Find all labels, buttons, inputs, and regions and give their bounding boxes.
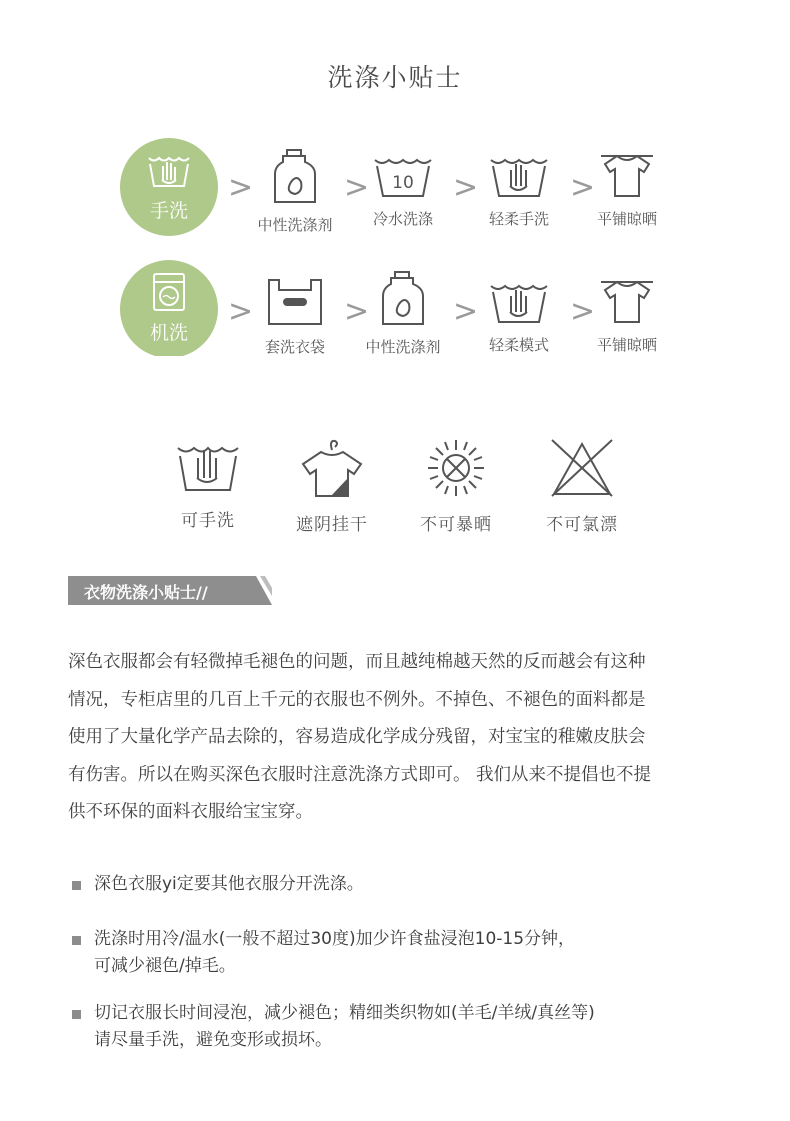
- detergent-bottle-icon: [379, 270, 427, 328]
- step-neutral-detergent: [240, 148, 350, 235]
- machine-wash-row: [0, 258, 790, 356]
- machine-wash-badge: [120, 260, 218, 356]
- bullet-text: 切记衣服长时间浸泡，减少褪色；精细类织物如(羊毛/羊绒/真丝等): [94, 1003, 595, 1023]
- arrow-icon: >: [228, 294, 254, 329]
- step-neutral-detergent: [348, 270, 458, 356]
- step-label: 轻柔模式: [488, 336, 549, 354]
- tshirt-drying-icon: [599, 150, 655, 200]
- no-sun-icon: [426, 438, 486, 498]
- wash-temperature-label: 10: [392, 173, 414, 193]
- arrow-icon: >: [344, 294, 370, 329]
- no-bleach-icon: [550, 438, 614, 498]
- bullet-square-icon: [72, 936, 81, 945]
- laundry-bag-icon: [265, 276, 325, 328]
- hand-wash-label: 手洗: [149, 200, 188, 222]
- bullet-text: 可减少褪色/掉毛。: [94, 956, 236, 976]
- care-symbol-label: 可手洗: [181, 511, 235, 531]
- arrow-icon: >: [453, 170, 479, 205]
- hand-wash-row: [0, 136, 790, 256]
- step-label: 中性洗涤剂: [365, 338, 441, 356]
- paragraph-line: 有伤害。所以在购买深色衣服时注意洗涤方式即可。 我们从来不提倡也不提: [68, 764, 652, 785]
- paragraph-line: 供不环保的面料衣服给宝宝穿。: [68, 802, 313, 822]
- paragraph-line: 情况，专柜店里的几百上千元的衣服也不例外。不掉色、不褪色的面料都是: [68, 689, 646, 710]
- hanger-shirt-icon: [299, 438, 365, 498]
- bullet-text: 洗涤时用冷/温水(一般不超过30度)加少许食盐浸泡10-15分钟，: [94, 929, 576, 949]
- step-gentle-mode: [464, 280, 574, 355]
- paragraph-line: 深色衣服都会有轻微掉毛褪色的问题，而且越纯棉越天然的反而越会有这种: [68, 652, 646, 672]
- step-label: 套洗衣袋: [264, 338, 325, 356]
- arrow-icon: >: [570, 294, 596, 329]
- bullet-text: 深色衣服yi定要其他衣服分开洗涤。: [94, 874, 364, 894]
- arrow-icon: >: [570, 170, 596, 205]
- bullet-square-icon: [72, 881, 81, 890]
- page-title: 洗涤小贴士: [327, 63, 463, 92]
- care-symbol-label: 不可氯漂: [546, 515, 618, 535]
- care-symbol-no-bleach: [522, 438, 642, 535]
- washing-machine-icon: [146, 272, 192, 312]
- hand-wash-tub-icon: [489, 154, 549, 200]
- care-symbol-label: 不可暴晒: [420, 515, 492, 535]
- care-symbol-no-sun: [396, 438, 516, 535]
- step-label: 冷水洗涤: [372, 210, 433, 228]
- machine-wash-label: 机洗: [149, 322, 188, 344]
- care-symbol-shade-dry: [272, 438, 392, 535]
- bullet-square-icon: [72, 1010, 81, 1019]
- step-flat-dry: [572, 276, 682, 355]
- hand-wash-icon: [146, 150, 192, 190]
- gentle-wash-tub-icon: [489, 280, 549, 326]
- paragraph-line: 使用了大量化学产品去除的，容易造成化学成分残留，对宝宝的稚嫩皮肤会: [68, 727, 646, 747]
- detergent-bottle-icon: [271, 148, 319, 206]
- section-heading: 衣物洗涤小贴士//: [84, 583, 208, 602]
- hand-wash-tub-icon: [176, 438, 240, 494]
- step-label: 平铺晾晒: [596, 336, 657, 354]
- step-label: 轻柔手洗: [488, 210, 549, 228]
- step-label: 平铺晾晒: [596, 210, 657, 228]
- care-symbol-hand-wash: [148, 438, 268, 531]
- step-gentle-hand-wash: [464, 154, 574, 229]
- arrow-icon: >: [344, 170, 370, 205]
- step-cold-wash: [348, 154, 458, 229]
- tips-paragraph: [68, 644, 728, 832]
- cold-wash-tub-icon: [373, 154, 433, 200]
- step-flat-dry: [572, 150, 682, 229]
- section-banner: [68, 576, 272, 605]
- step-laundry-bag: [240, 276, 350, 356]
- step-label: 中性洗涤剂: [257, 216, 333, 234]
- arrow-icon: >: [228, 170, 254, 205]
- arrow-icon: >: [453, 294, 479, 329]
- tshirt-drying-icon: [599, 276, 655, 326]
- hand-wash-badge: [120, 138, 218, 236]
- bullet-text: 请尽量手洗，避免变形或损坏。: [94, 1030, 332, 1050]
- care-symbol-label: 遮阴挂干: [296, 515, 368, 535]
